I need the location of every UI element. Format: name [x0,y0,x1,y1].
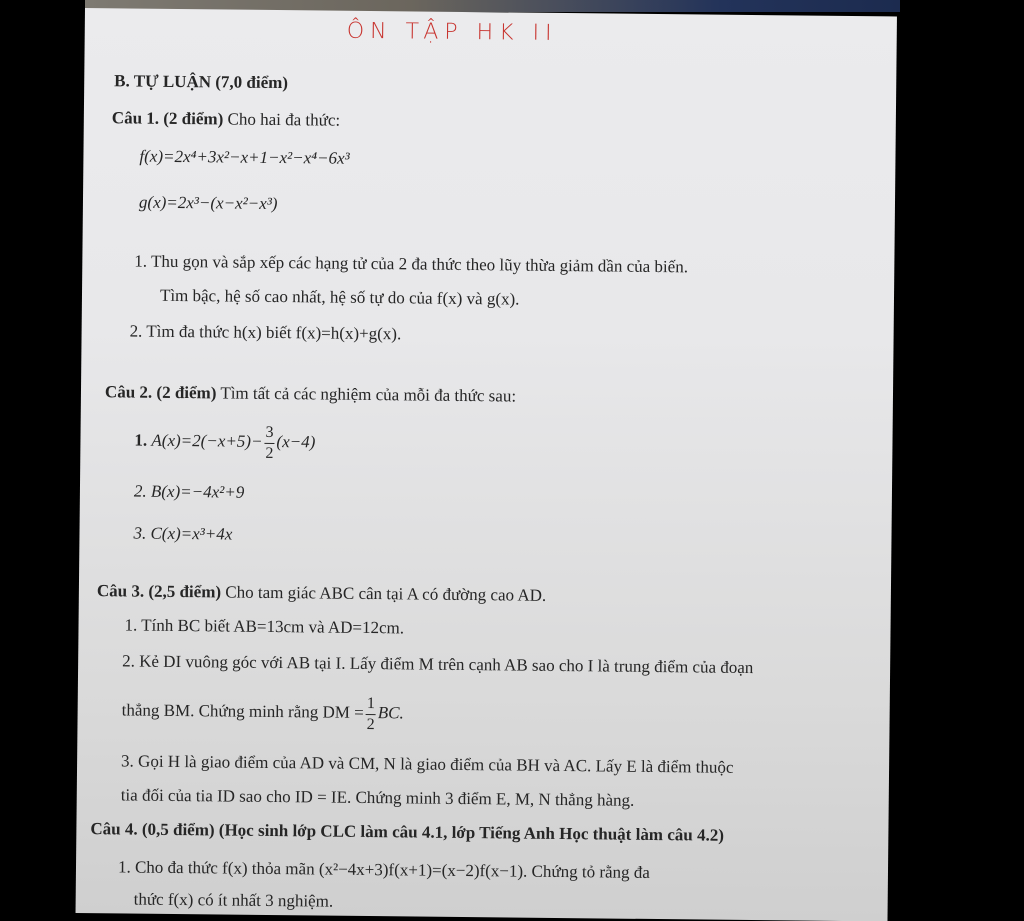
fraction-one-half: $\frac{1}{2}$ [366,694,375,733]
q2-item-2: 2. B(x)=−4x²+9 [133,481,245,502]
q1-item-2: 2. Tìm đa thức h(x) biết f(x)=h(x)+g(x). [129,321,402,344]
q2-item-1-number: 1. [134,430,148,450]
q3-item-2-text-right: BC. [377,703,404,723]
q2-intro: Tìm tất cả các nghiệm của mỗi đa thức sau: [220,383,517,406]
q2-item-1-expr-left: A(x)=2(−x+5)− [151,430,263,451]
q3-item-3-line-1: 3. Gọi H là giao điểm của AD và CM, N là giao điểm của BH và AC. Lấy E là điểm thuộc [121,751,734,777]
fraction-three-halves: $\frac{3}{2}$ [265,423,274,462]
q2-item-1-expr-right: (x−4) [276,432,316,452]
q3-item-2-line-1: 2. Kẻ DI vuông góc với AB tại I. Lấy điểm M trên cạnh AB sao cho I là trung điểm của đoạn [122,651,754,678]
q1-item-1-line-2: Tìm bậc, hệ số cao nhất, hệ số tự do của f(x) và g(x). [159,285,520,309]
q4-item-1-line-1: 1. Cho đa thức f(x) thỏa mãn (x²−4x+3)f(x+1)=(x−2)f(x−1). Chứng tỏ rằng đa [117,857,650,882]
q1-intro: Cho hai đa thức: [227,109,341,130]
q3-label: Câu 3. (2,5 điểm) [96,581,222,602]
q4-item-1-line-2: thức f(x) có ít nhất 3 nghiệm. [133,889,334,911]
q3-item-1: 1. Tính BC biết AB=13cm và AD=12cm. [124,615,405,638]
q3-intro: Cho tam giác ABC cân tại A có đường cao AD. [225,582,547,605]
q4-heading: Câu 4. (0,5 điểm) (Học sinh lớp CLC làm câu 4.1, lớp Tiếng Anh Học thuật làm câu 4.2) [90,819,725,845]
exam-paper [76,8,897,921]
q1-heading [112,107,341,131]
q3-item-2-text-left: thẳng BM. Chứng minh rằng DM = [121,700,364,722]
q2-heading [105,381,516,407]
q2-item-3: 3. C(x)=x³+4x [133,523,233,544]
q1-g-expression: g(x)=2x³−(x−x²−x³) [138,192,278,214]
q1-label: Câu 1. (2 điểm) [111,108,224,129]
section-title: B. TỰ LUẬN (7,0 điểm) [114,71,289,93]
q1-item-1-line-1: 1. Thu gọn và sắp xếp các hạng tử của 2 đa thức theo lũy thừa giảm dần của biến. [134,251,689,277]
q3-item-3-line-2: tia đối của tia ID sao cho ID = IE. Chứng minh 3 điểm E, M, N thẳng hàng. [120,785,635,810]
q2-item-1 [134,419,315,465]
q1-f-expression: f(x)=2x⁴+3x²−x+1−x²−x⁴−6x³ [139,146,350,168]
q3-item-2-line-2 [121,688,404,735]
q3-heading [97,580,547,607]
handwritten-note: ÔN TẬP HK II [346,18,558,46]
q2-label: Câu 2. (2 điểm) [104,382,217,403]
